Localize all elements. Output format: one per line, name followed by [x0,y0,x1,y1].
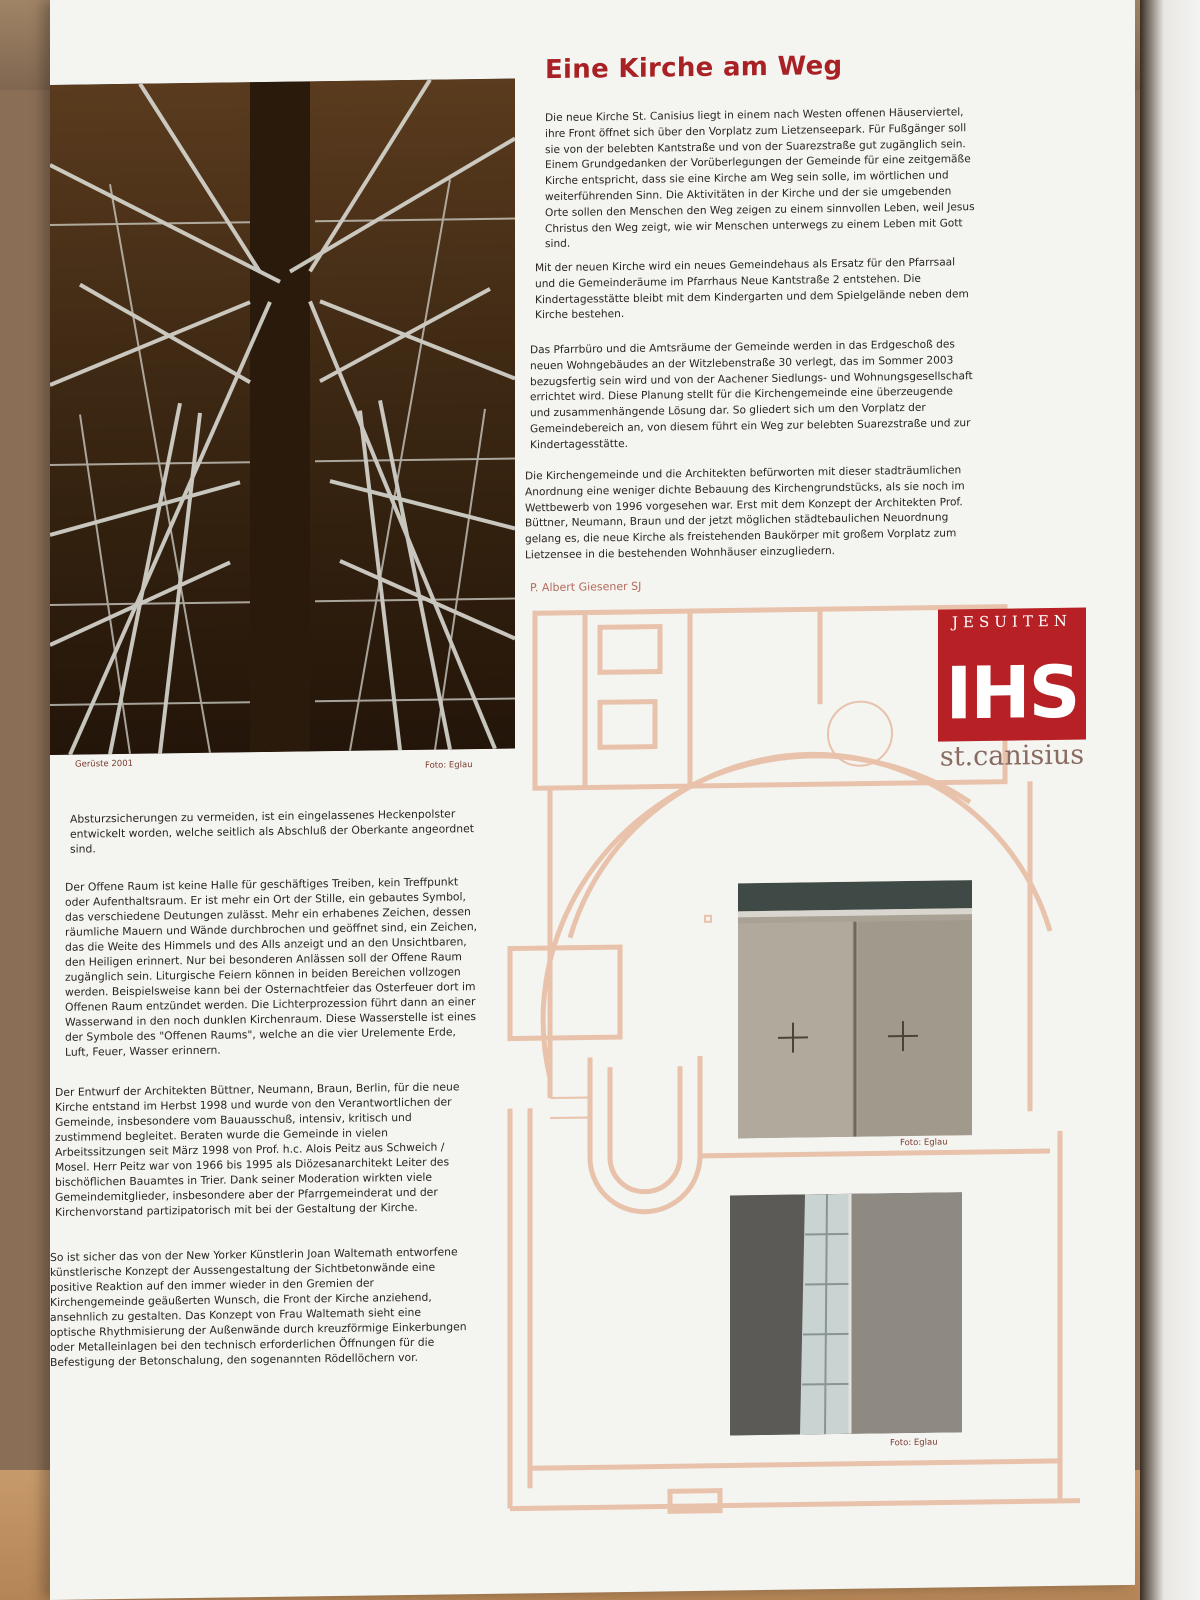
scaffolding-caption-credit: Foto: Eglau [425,760,473,771]
scaffolding-photo [50,79,515,755]
scaffolding-caption-date: Gerüste 2001 [75,758,134,770]
right-paragraph-4: Die Kirchengemeinde und die Architekten befürworten mit dieser stadträumlichen Anordnung eine weniger dichte Bebauung des Kirchengrundstücks, als sie noch im Wettbewerb von 1996 vorgesehen war. Erst mit dem Konzept der Architekten Prof. Büttner, Neumann, Braun und der jetzt möglichen städtebaulichen Neuordnung gelang es, die neue Kirche als freistehenden Baukörper mit großem Vorplatz zum Lietzensee in die bestehenden Wohnhäuser einzugliedern. [525,464,965,562]
logo-ihs-mark: IHS [945,649,1079,736]
adjacent-poster-edge [1140,0,1200,1600]
left-paragraph-3: Der Entwurf der Architekten Büttner, Neumann, Braun, Berlin, für die neue Kirche entstand im Herbst 1998 und wurde von den Verantwortlichen der Gemeinde, insbesondere vom Bauausschuß, intensiv, kritisch und zustimmend begleitet. Beraten wurde die Gemeinde in vielen Arbeitssitzungen seit März 1998 von Prof. h.c. Alois Peitz aus Schweich / Mosel. Herr Peitz war von 1966 bis 1995 als Diözesanarchitekt Leiter des bischöflichen Bauamtes in Trier. Dank seiner Moderation wirkten viele Gemeindemitglieder, insbesondere aber der Pfarrgemeinderat und der Kirchenvorstand partizipatorisch mit bei der Gestaltung der Kirche. [55,1080,460,1219]
logo-jesuiten-text: JESUITEN [952,611,1072,632]
right-paragraph-1: Die neue Kirche St. Canisius liegt in einem nach Westen offenen Häuserviertel, ihre Front öffnet sich über den Vorplatz zum Lietzenseepark. Für Fußgänger soll sie von der belebten Kantstraße und von der Suarezstraße gut zugänglich sein. Einem Grundgedanken der Vorüberlegungen der Gemeinde für eine zeitgemäße Kirche entspricht, dass sie eine Kirche am Weg sein solle, im wörtlichen und weiterführenden Sinn. Die Aktivitäten in der Kirche und der sie umgebenden Orte sollen den Menschen den Weg zeigen zu einem sinnvollen Leben, weil Jesus Christus den Weg zeigt, wie wir Menschen unterwegs zu einem Leben mit Gott sind. [545,106,975,251]
left-paragraph-2: Der Offene Raum ist keine Halle für geschäftiges Treiben, kein Treffpunkt oder Aufenthaltsraum. Er ist mehr ein Ort der Stille, ein gebautes Symbol, das verschiedene Deutungen zulässt. Mehr ein erhabenes Zeichen, dessen räumliche Mauern und Wände durchbrochen und geöffnet sind, ein Zeichen, das die Weite des Himmels und des Alls anzeigt und an den Unsichtbaren, den Heiligen erinnert. Nur bei besonderen Anlässen soll der Offene Raum zugänglich sein. Liturgische Feiern können in beiden Bereichen vollzogen werden. Beispielsweise kann bei der Osternachtfeier das Osterfeuer dort im Offenen Raum entzündet werden. Die Lichterprozession führt dann an einer Wasserwand in den noch dunklen Kirchenraum. Diese Wasserstelle ist eines der Symbole des "Offenen Raums", welche an die vier Urelemente Erde, Luft, Feuer, Wasser erinnern. [65,875,478,1059]
wall-photo-caption: Foto: Eglau [890,1437,938,1449]
author-signature: P. Albert Giesener SJ [530,579,642,595]
left-paragraph-1: Absturzsicherungen zu vermeiden, ist ein eingelassenes Heckenpolster entwickelt worden, welche seitlich als Abschluß der Oberkante angeordnet sind. [70,807,474,856]
door-photo-caption: Foto: Eglau [900,1137,948,1149]
church-wall-photo [730,1192,962,1435]
logo-st-canisius-text: st.canisius [939,739,1085,773]
church-door-photo [738,880,972,1138]
left-paragraph-4: So ist sicher das von der New Yorker Künstlerin Joan Waltemath entworfene künstlerische Konzept der Aussengestaltung der Sichtbetonwände eine positive Reaktion auf den immer wieder in den Gremien der Kirchengemeinde geäußerten Wunsch, die Front der Kirche anziehend, ansehnlich zu gestalten. Das Konzept von Frau Waltemath sieht eine optische Rhythmisierung der Außenwände durch kreuzförmige Einkerbungen oder Metalleinlagen bei den technisch erforderlichen Öffnungen für die Befestigung der Betonschalung, den sogenannten Rödellöchern vor. [50,1245,467,1369]
jesuiten-logo [938,608,1086,782]
right-paragraph-2: Mit der neuen Kirche wird ein neues Gemeindehaus als Ersatz für den Pfarrsaal und die Gemeinderäume im Pfarrhaus Neue Kantstraße 2 entstehen. Die Kindertagesstätte bleibt mit dem Kindergarten und dem Spielgelände neben dem Kirche bestehen. [535,256,969,322]
poster-sheet [50,0,1135,1600]
right-paragraph-3: Das Pfarrbüro und die Amtsräume der Gemeinde werden in das Erdgeschoß des neuen Wohngebäudes an der Witzlebenstraße 30 verlegt, das im Sommer 2003 bezugsfertig sein wird und von der Aachener Siedlungs- und Wohnungsgesellschaft errichtet wird. Diese Planung stellt für die Kirchengemeinde eine überzeugende und zusammenhängende Lösung dar. So gliedert sich um den Vorplatz der Gemeindebereich an, von diesem führt ein Weg zur belebten Suarezstraße und zur Kindertagesstätte. [530,338,973,452]
page-title: Eine Kirche am Weg [545,50,843,86]
